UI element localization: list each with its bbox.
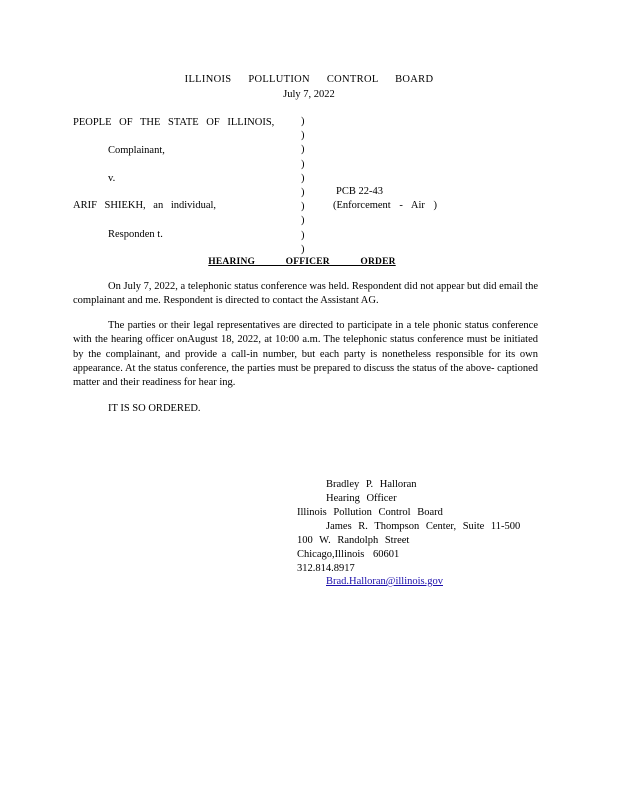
caption-paren: ) — [301, 229, 305, 241]
case-number: PCB 22-43 — [336, 186, 383, 197]
caption-parentheses — [301, 115, 313, 257]
case-type: (Enforcement - Air ) — [333, 200, 438, 211]
board-title: ILLINOIS POLLUTION CONTROL BOARD — [184, 74, 434, 85]
paragraph-2-text: The parties or their legal representatives are directed to participate in a tele phonic status conference with the hearing officer onAugust 18, 2022, at 10:00 a.m. The telephonic status conference must be initiated by the complainant, and provide a call-in number, but each party is nonetheless responsible for its own appearance. At the status conference, the parties must be prepared to discuss the status of the above- captioned matter and their readiness for hear ing. — [73, 320, 538, 389]
signer-building: James R. Thompson Center, Suite 11-500 — [326, 521, 521, 532]
defendant-name: ARIF SHIEKH, an individual, — [73, 200, 217, 211]
order-date: July 7, 2022 — [283, 89, 335, 100]
signer-agency: Illinois Pollution Control Board — [297, 507, 443, 518]
caption-paren: ) — [301, 243, 305, 255]
caption-paren: ) — [301, 215, 305, 227]
signer-street: 100 W. Randolph Street — [297, 535, 410, 546]
caption-paren: ) — [301, 186, 305, 198]
plaintiff-name: PEOPLE OF THE STATE OF ILLINOIS, — [73, 117, 275, 128]
defendant-role: Responden t. — [108, 229, 163, 240]
signer-email-link[interactable] — [326, 575, 469, 589]
caption-paren: ) — [301, 116, 305, 127]
signer-phone: 312.814.8917 — [297, 563, 355, 574]
closing-statement: IT IS SO ORDERED. — [108, 403, 201, 414]
order-heading — [0, 256, 618, 269]
paragraph-2 — [73, 319, 538, 390]
caption-paren: ) — [301, 130, 305, 142]
signer-title: Hearing Officer — [326, 493, 397, 504]
order-heading-text: HEARING OFFICER ORDER — [208, 257, 396, 267]
signer-email[interactable]: Brad.Halloran@illinois.gov — [326, 576, 443, 587]
caption-paren: ) — [301, 172, 305, 184]
versus-label: v. — [108, 173, 116, 184]
paragraph-1-text: On July 7, 2022, a telephonic status conference was held. Respondent did not appear but did email the complainant and me. Respondent is directed to contact the Assistant AG. — [73, 281, 538, 307]
signer-city: Chicago,Illinois 60601 — [297, 549, 400, 560]
caption-paren: ) — [301, 144, 305, 156]
plaintiff-role: Complainant, — [108, 145, 165, 156]
signer-name: Bradley P. Halloran — [326, 479, 417, 490]
paragraph-1 — [73, 280, 538, 309]
caption-paren: ) — [301, 158, 305, 170]
caption-paren: ) — [301, 201, 305, 213]
